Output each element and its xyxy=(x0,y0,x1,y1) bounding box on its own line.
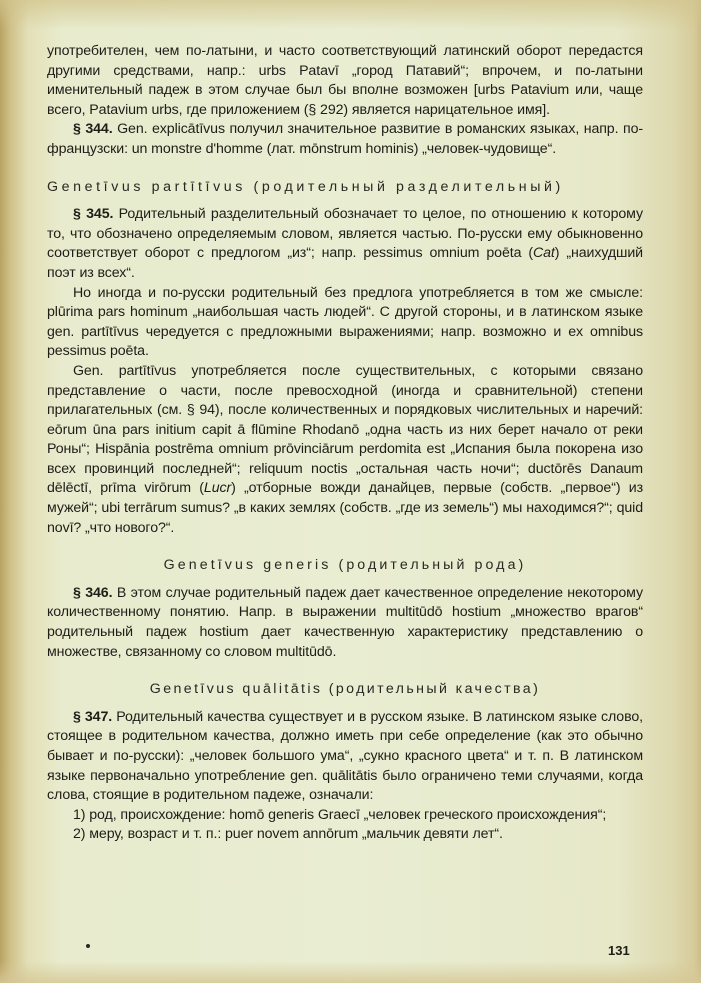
section-heading-qualitatis: Genetīvus quālitātis (родительный качества) xyxy=(149,681,541,698)
paragraph-partitivus-usage xyxy=(47,362,643,538)
source-abbrev: Cat xyxy=(532,245,555,262)
section-number: § 346. xyxy=(73,584,113,601)
section-number: § 347. xyxy=(73,708,113,725)
list-item-1: 1) род, происхождение: homō generis Graecī „человек греческого происхождения“; xyxy=(73,806,607,823)
source-abbrev: Lucr xyxy=(203,480,232,497)
section-heading-partitivus: Genetīvus partītīvus (родительный разделительный) xyxy=(47,178,564,195)
paragraph-347 xyxy=(47,708,643,806)
print-mark xyxy=(86,944,90,948)
paragraph-344 xyxy=(47,120,643,159)
paragraph-345 xyxy=(47,205,643,283)
paragraph-continuation: употребителен, чем по-латыни, и часто соответствующий латинский оборот передастся другими средствами, напр.: urbs Patavī „город Патавий“; впрочем, и по-латыни именительный падеж в этом случае был бы вполне возможен [urbs Patavium или, чаще всего, Patavium urbs, где приложением (§ 292) является нарицательное имя]. xyxy=(47,43,643,118)
paragraph-body: Gen. explicātīvus получил значительное развитие в романских языках, напр. по-французски: un monstre d'homme (лат. mōnstrum hominis) „человек-чудовище“. xyxy=(47,121,643,157)
paragraph-body: Родительный качества существует и в русском языке. В латинском языке слово, стоящее в родительном качества, должно иметь при себе определение (как это обычно бывает и по-русски): „человек большого ума“, „сукно красного цвета“ и т. п. В латинском языке первоначально употребление gen. quālitātis было ограничено теми случаями, когда слова, стоящие в родительном падеже, означали: xyxy=(47,708,643,804)
page-number: 131 xyxy=(608,943,630,958)
paragraph-body-end: ) „наихудший поэт из всех“. xyxy=(47,245,643,281)
paragraph-body: Gen. partītīvus употребляется после существительных, с которыми связано представление о части, после превосходной (иногда и сравнительной) степени прилагательных (см. § 94), после количественных и порядковых числительных и наречий: eōrum ūna pars initium capit ā flūmine Rhodanō „одна часть из них берет начало от реки Роны“; Hispānia postrēma omnium prōvinciārum perdomita est „Испания была покорена изо всех провинций последней“; reliquum noctis „остальная часть ночи“; ductōrēs Danaum dēlēctī, prīma virōrum ( xyxy=(47,362,643,497)
paragraph-body-end: ) „отборные вожди данайцев, первые (собств. „первое“) из мужей“; ubi terrārum sumus? „в каких землях (собств. „где из земель“) мы находимся?“; quid novī? „что нового?“. xyxy=(47,480,644,536)
page-text xyxy=(47,42,643,845)
paragraph-body: В этом случае родительный падеж дает качественное определение некоторому количественному понятию. Напр. в выражении multitūdō hostium „множество врагов“ родительный падеж hostium дает качественную характеристику представлению о множестве, связанному со словом multitūdō. xyxy=(47,584,643,660)
paragraph-346 xyxy=(47,584,643,662)
section-heading-generis: Genetīvus generis (родительный рода) xyxy=(163,557,527,574)
list-item-2: 2) меру, возраст и т. п.: puer novem annōrum „мальчик девяти лет“. xyxy=(73,826,503,843)
section-number: § 344. xyxy=(73,121,113,138)
section-number: § 345. xyxy=(73,206,114,223)
paragraph-partitivus-cont: Но иногда и по-русски родительный без предлога употребляется в том же смысле: plūrima pars hominum „наибольшая часть людей“. С другой стороны, и в латинском языке gen. partītīvus чередуется с предложными выражениями; напр. возможно и ex omnibus pessimus poēta. xyxy=(47,284,643,360)
paragraph-body: Родительный разделительный обозначает то целое, по отношению к которому то, что обозначено определяемым словом, является частью. По-русски ему обыкновенно соответствует оборот с предлогом „из“; напр. pessimus omnium poēta ( xyxy=(47,206,643,262)
